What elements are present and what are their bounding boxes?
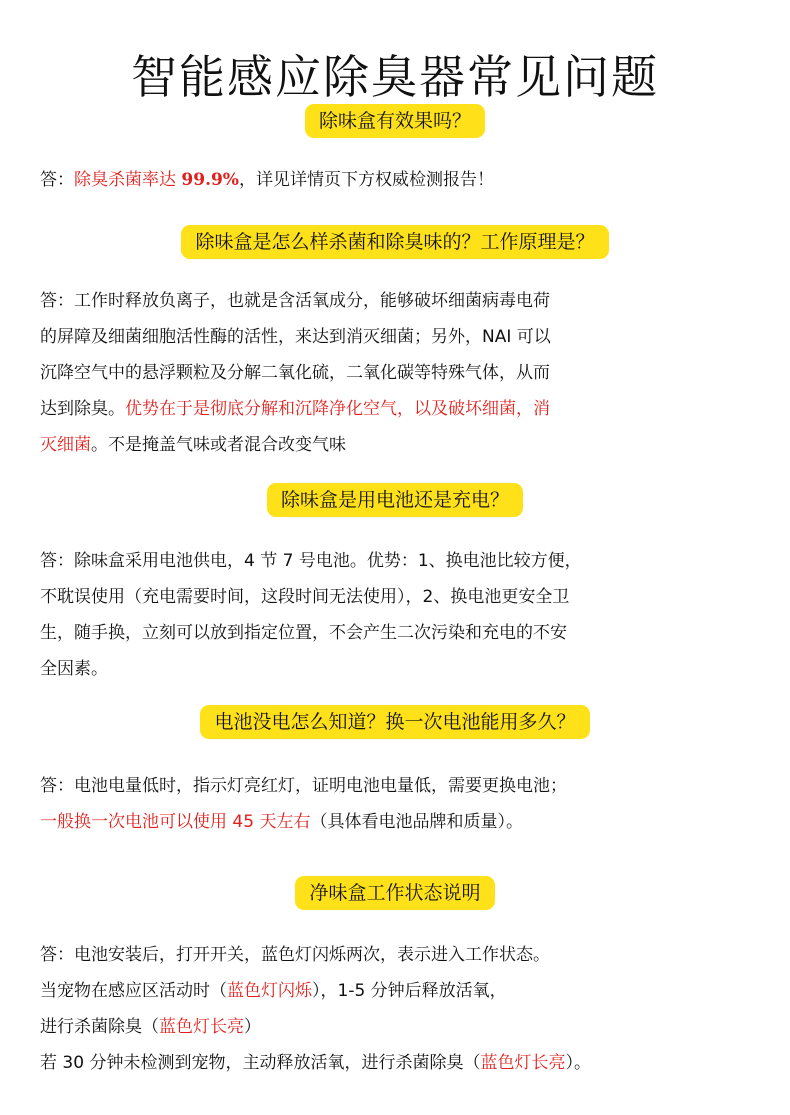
answer-1 (40, 162, 755, 198)
answer-5-line-2-a: 当宠物在感应区活动时（ (40, 981, 227, 1001)
answer-2-line-3: 沉降空气中的悬浮颗粒及分解二氧化硫，二氧化碳等特殊气体，从而 (40, 363, 550, 383)
answer-5-line-4-b: ）。 (565, 1053, 591, 1073)
answer-4-line-2-text: （具体看电池品牌和质量）。 (310, 812, 523, 832)
answer-5-line-1: 答：电池安装后，打开开关，蓝色灯闪烁两次，表示进入工作状态。 (40, 945, 550, 965)
answer-1-highlight: 除臭杀菌率达 (74, 170, 182, 190)
question-3-label: 除味盒是用电池还是充电？ (267, 483, 523, 517)
answer-1-rest: ，详见详情页下方权威检测报告！ (238, 170, 494, 190)
answer-4-line-2-highlight: 一般换一次电池可以使用 45 天左右 (40, 812, 311, 832)
answer-3-line-3: 生，随手换，立刻可以放到指定位置，不会产生二次污染和充电的不安 (40, 623, 567, 643)
answer-4 (40, 768, 755, 840)
question-1-banner (0, 104, 790, 138)
answer-5 (40, 937, 755, 1081)
answer-2-line-4-text: 达到除臭。 (40, 399, 125, 419)
answer-5-line-2-b: ），1-5 分钟后释放活氧， (312, 981, 507, 1001)
answer-5-line-4-a: 若 30 分钟未检测到宠物，主动释放活氧，进行杀菌除臭（ (40, 1053, 481, 1073)
answer-2-line-1: 答：工作时释放负离子，也就是含活氧成分，能够破坏细菌病毒电荷 (40, 291, 550, 311)
answer-2-line-5-highlight: 灭细菌 (40, 435, 91, 455)
answer-4-line-1: 答：电池电量低时，指示灯亮红灯，证明电池电量低，需要更换电池； (40, 776, 567, 796)
question-2-label: 除味盒是怎么样杀菌和除臭味的？工作原理是？ (181, 225, 608, 259)
page-title: 智能感应除臭器常见问题 (131, 49, 659, 104)
answer-3 (40, 543, 755, 687)
answer-2-line-2: 的屏障及细菌细胞活性酶的活性，来达到消灭细菌；另外，NAI 可以 (40, 327, 551, 347)
question-2-banner (0, 225, 790, 259)
answer-5-line-2-highlight: 蓝色灯闪烁 (227, 981, 312, 1001)
question-5-banner (0, 876, 790, 910)
answer-3-line-1: 答：除味盒采用电池供电，4 节 7 号电池。优势：1、换电池比较方便， (40, 551, 582, 571)
answer-5-line-4-highlight: 蓝色灯长亮 (480, 1053, 566, 1073)
answer-5-line-3-a: 进行杀菌除臭（ (40, 1017, 159, 1037)
question-4-label: 电池没电怎么知道？换一次电池能用多久？ (200, 705, 589, 739)
answer-prefix: 答： (40, 170, 74, 190)
answer-3-line-4: 全因素。 (40, 659, 108, 679)
question-3-banner (0, 483, 790, 517)
answer-2-line-5-text: 。不是掩盖气味或者混合改变气味 (91, 435, 346, 455)
question-4-banner (0, 705, 790, 739)
answer-5-line-3-b: ） (244, 1017, 261, 1037)
question-1-label: 除味盒有效果吗？ (305, 104, 485, 138)
answer-5-line-3-highlight: 蓝色灯长亮 (159, 1017, 244, 1037)
question-5-label: 净味盒工作状态说明 (295, 876, 494, 910)
answer-1-rate: 99.9% (181, 170, 239, 190)
answer-3-line-2: 不耽误使用（充电需要时间，这段时间无法使用），2、换电池更安全卫 (40, 587, 570, 607)
answer-2-line-4-highlight: 优势在于是彻底分解和沉降净化空气，以及破坏细菌，消 (125, 399, 550, 419)
answer-2 (40, 283, 755, 463)
